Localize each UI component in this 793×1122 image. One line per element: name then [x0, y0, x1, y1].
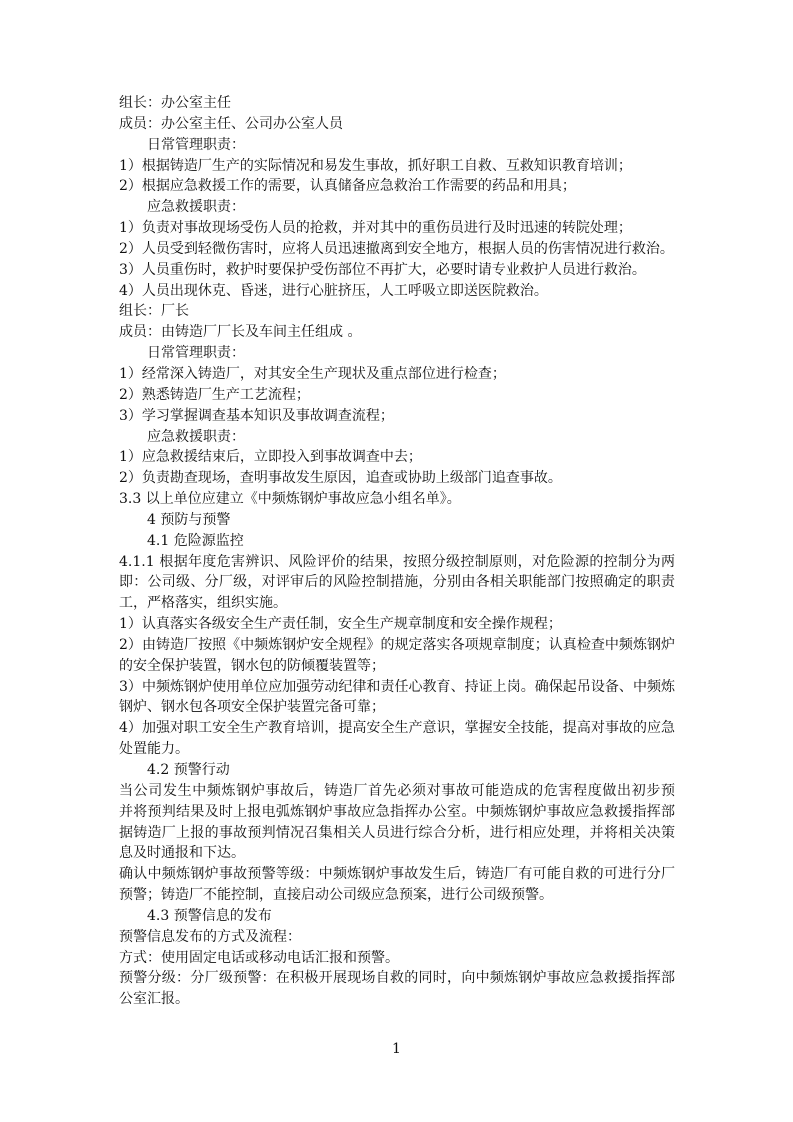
text-line: 预警；铸造厂不能控制，直接启动公司级应急预案，进行公司级预警。 — [119, 887, 553, 904]
text-line: 方式：使用固定电话或移动电话汇报和预警。 — [119, 949, 399, 966]
text-line: 4.1 危险源监控 — [147, 532, 244, 549]
text-line: 工，严格落实，组织实施。 — [119, 595, 287, 612]
text-line: 成员：由铸造厂厂长及车间主任组成 。 — [119, 324, 362, 341]
text-line: 4.2 预警行动 — [147, 762, 230, 778]
text-line: 预警分级：分厂级预警：在积极开展现场自救的同时，向中频炼钢炉事故应急救援指挥部 — [119, 970, 675, 987]
text-line: 2）负责勘查现场，查明事故发生原因，追查或协助上级部门追查事故。 — [119, 470, 562, 487]
text-line: 日常管理职责： — [147, 136, 245, 153]
text-line: 3）学习掌握调查基本知识及事故调查流程； — [119, 407, 394, 424]
text-line: 成员：办公室主任、公司办公室人员 — [119, 115, 343, 132]
text-line: 3）人员重伤时，救护时要保护受伤部位不再扩大，必要时请专业救护人员进行救治。 — [119, 261, 646, 278]
text-line: 2）由铸造厂按照《中频炼钢炉安全规程》的规定落实各项规章制度；认真检查中频炼钢炉 — [119, 636, 675, 653]
text-line: 2）根据应急救援工作的需要，认真储备应急救治工作需要的药品和用具； — [119, 178, 576, 195]
text-line: 组长：办公室主任 — [119, 95, 231, 111]
text-line: 当公司发生中频炼钢炉事故后，铸造厂首先必须对事故可能造成的危害程度做出初步预 — [119, 782, 675, 799]
page-number: 1 — [392, 1041, 401, 1057]
text-line: 4.1.1 根据年度危害辨识、风险评价的结果，按照分级控制原则，对危险源的控制分为两 — [119, 553, 675, 570]
text-line: 1）根据铸造厂生产的实际情况和易发生事故，抓好职工自救、互救知识教育培训； — [119, 157, 632, 174]
text-line: 1）应急救援结束后，立即投入到事故调查中去； — [119, 449, 422, 466]
text-line: 即：公司级、分厂级，对评审后的风险控制措施，分别由各相关职能部门按照确定的职责 — [119, 574, 675, 591]
text-line: 息及时通报和下达。 — [119, 845, 245, 862]
text-line: 1）经常深入铸造厂，对其安全生产现状及重点部位进行检查； — [119, 365, 506, 382]
text-line: 4.3 预警信息的发布 — [147, 907, 272, 924]
text-line: 应急救援职责： — [147, 199, 245, 216]
text-line: 钢炉、钢水包各项安全保护装置完备可靠； — [119, 699, 385, 716]
document-body — [119, 93, 675, 1010]
text-line: 4）人员出现休克、昏迷，进行心脏挤压，人工呼吸立即送医院救治。 — [119, 282, 548, 299]
text-line: 应急救援职责： — [147, 428, 245, 445]
text-line: 3.3 以上单位应建立《中频炼钢炉事故应急小组名单》。 — [119, 491, 461, 508]
text-line: 日常管理职责： — [147, 345, 245, 362]
text-line: 处置能力。 — [119, 741, 189, 758]
text-line: 2）熟悉铸造厂生产工艺流程； — [119, 386, 310, 403]
text-line: 4）加强对职工安全生产教育培训，提高安全生产意识，掌握安全技能，提高对事故的应急 — [119, 720, 675, 737]
text-line: 1）负责对事故现场受伤人员的抢救，并对其中的重伤员进行及时迅速的转院处理； — [119, 220, 632, 237]
text-line: 的安全保护装置，钢水包的防倾覆装置等； — [119, 657, 385, 674]
text-line: 确认中频炼钢炉事故预警等级：中频炼钢炉事故发生后，铸造厂有可能自救的可进行分厂 — [119, 866, 675, 883]
text-line: 1）认真落实各级安全生产责任制，安全生产规章制度和安全操作规程； — [119, 616, 562, 633]
text-line: 4 预防与预警 — [147, 511, 231, 528]
text-line: 据铸造厂上报的事故预判情况召集相关人员进行综合分析，进行相应处理，并将相关决策 — [119, 824, 675, 841]
text-line: 组长：厂长 — [119, 303, 189, 320]
text-line: 公室汇报。 — [119, 991, 189, 1008]
text-line: 并将预判结果及时上报电弧炼钢炉事故应急指挥办公室。中频炼钢炉事故应急救援指挥部 — [119, 803, 675, 820]
text-line: 3）中频炼钢炉使用单位应加强劳动纪律和责任心教育、持证上岗。确保起吊设备、中频炼 — [119, 678, 675, 695]
text-line: 预警信息发布的方式及流程： — [119, 928, 301, 945]
text-line: 2）人员受到轻微伤害时，应将人员迅速撤离到安全地方，根据人员的伤害情况进行救治。 — [119, 240, 674, 257]
